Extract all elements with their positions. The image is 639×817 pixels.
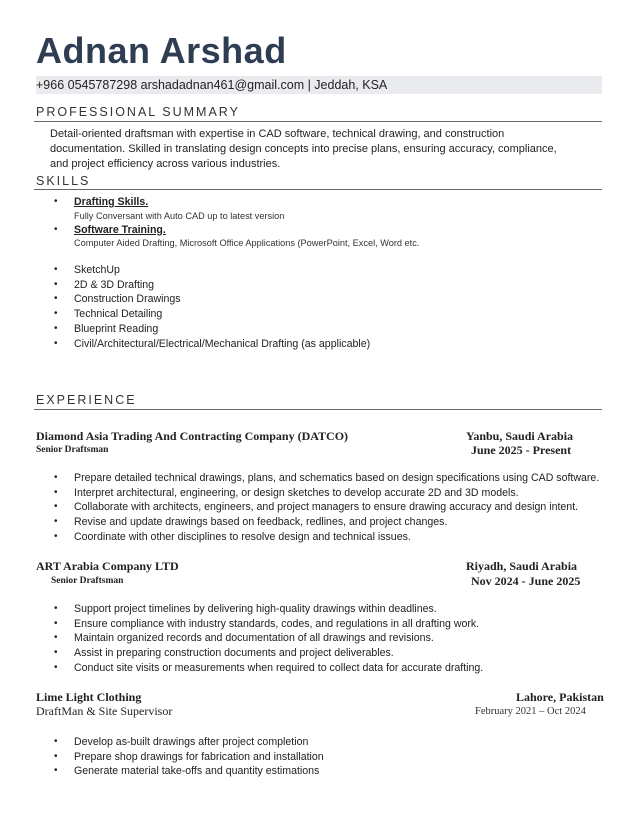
- job-company: Lime Light Clothing: [36, 690, 142, 704]
- list-item: • Support project timelines by delivering high-quality drawings within deadlines.: [36, 602, 602, 617]
- experience-divider: [34, 409, 602, 410]
- skills-list: [36, 263, 596, 351]
- list-item: • Maintain organized records and documentation of all drawings and revisions.: [36, 631, 602, 646]
- list-item: [36, 195, 596, 223]
- skills-divider: [34, 189, 602, 190]
- list-item: • Assist in preparing construction documents and project deliverables.: [36, 646, 602, 661]
- list-item: • SketchUp: [36, 263, 596, 278]
- list-item: • Prepare detailed technical drawings, plans, and schematics based on design specifications using CAD software.: [36, 471, 602, 486]
- summary-line: and project efficiency across various industries.: [50, 158, 281, 170]
- skill-heading: Software Training.: [74, 223, 166, 236]
- job-duties-list: [36, 735, 602, 779]
- skill-description: Computer Aided Drafting, Microsoft Office Applications (PowerPoint, Excel, Word etc.: [74, 238, 420, 249]
- list-item: • Revise and update drawings based on feedback, redlines, and project changes.: [36, 515, 602, 530]
- contact-line: +966 0545787298 arshadadnan461@gmail.com | Jeddah, KSA: [36, 76, 602, 94]
- skill-description: Fully Conversant with Auto CAD up to latest version: [74, 210, 285, 221]
- list-item: • Generate material take-offs and quantity estimations: [36, 764, 602, 779]
- job-duties-list: [36, 471, 602, 545]
- list-item: • Coordinate with other disciplines to resolve design and technical issues.: [36, 530, 602, 545]
- summary-line: documentation. Skilled in translating design concepts into precise plans, ensuring accuracy, compliance,: [50, 143, 557, 155]
- job-dates: June 2025 - Present: [471, 443, 572, 457]
- job-location: Yanbu, Saudi Arabia: [466, 429, 574, 443]
- job-dates: February 2021 – Oct 2024: [475, 706, 586, 717]
- list-item: [36, 223, 596, 251]
- job-location: Riyadh, Saudi Arabia: [466, 559, 578, 573]
- list-item: • Conduct site visits or measurements when required to collect data for accurate drafting.: [36, 661, 602, 676]
- featured-skills-list: [36, 195, 596, 250]
- job-role: Senior Draftsman: [51, 576, 124, 586]
- experience-heading: EXPERIENCE: [36, 393, 137, 407]
- list-item: • Interpret architectural, engineering, or design sketches to develop accurate 2D and 3D models.: [36, 486, 602, 501]
- skills-heading: SKILLS: [36, 174, 91, 188]
- candidate-name: Adnan Arshad: [36, 30, 287, 71]
- summary-divider: [34, 121, 602, 122]
- list-item: • Civil/Architectural/Electrical/Mechanical Drafting (as applicable): [36, 337, 596, 352]
- summary-text: [50, 127, 610, 172]
- job-dates: Nov 2024 - June 2025: [471, 574, 581, 588]
- summary-heading: PROFESSIONAL SUMMARY: [36, 105, 240, 119]
- list-item: • Prepare shop drawings for fabrication and installation: [36, 750, 602, 765]
- skill-heading: Drafting Skills.: [74, 196, 149, 208]
- job-location: Lahore, Pakistan: [516, 690, 604, 704]
- job-duties-list: [36, 602, 602, 676]
- job-role: Senior Draftsman: [36, 445, 109, 455]
- job-company: ART Arabia Company LTD: [36, 559, 179, 573]
- list-item: • Blueprint Reading: [36, 322, 596, 337]
- list-item: • Collaborate with architects, engineers, and project managers to ensure drawing accuracy and design intent.: [36, 500, 602, 515]
- list-item: • Construction Drawings: [36, 292, 596, 307]
- job-company: Diamond Asia Trading And Contracting Company (DATCO): [36, 429, 349, 443]
- job-role: DraftMan & Site Supervisor: [36, 704, 173, 718]
- list-item: • Ensure compliance with industry standards, codes, and regulations in all drafting work.: [36, 617, 602, 632]
- list-item: • Technical Detailing: [36, 307, 596, 322]
- summary-line: Detail-oriented draftsman with expertise in CAD software, technical drawing, and construction: [50, 128, 505, 140]
- list-item: • Develop as-built drawings after project completion: [36, 735, 602, 750]
- list-item: • 2D & 3D Drafting: [36, 278, 596, 293]
